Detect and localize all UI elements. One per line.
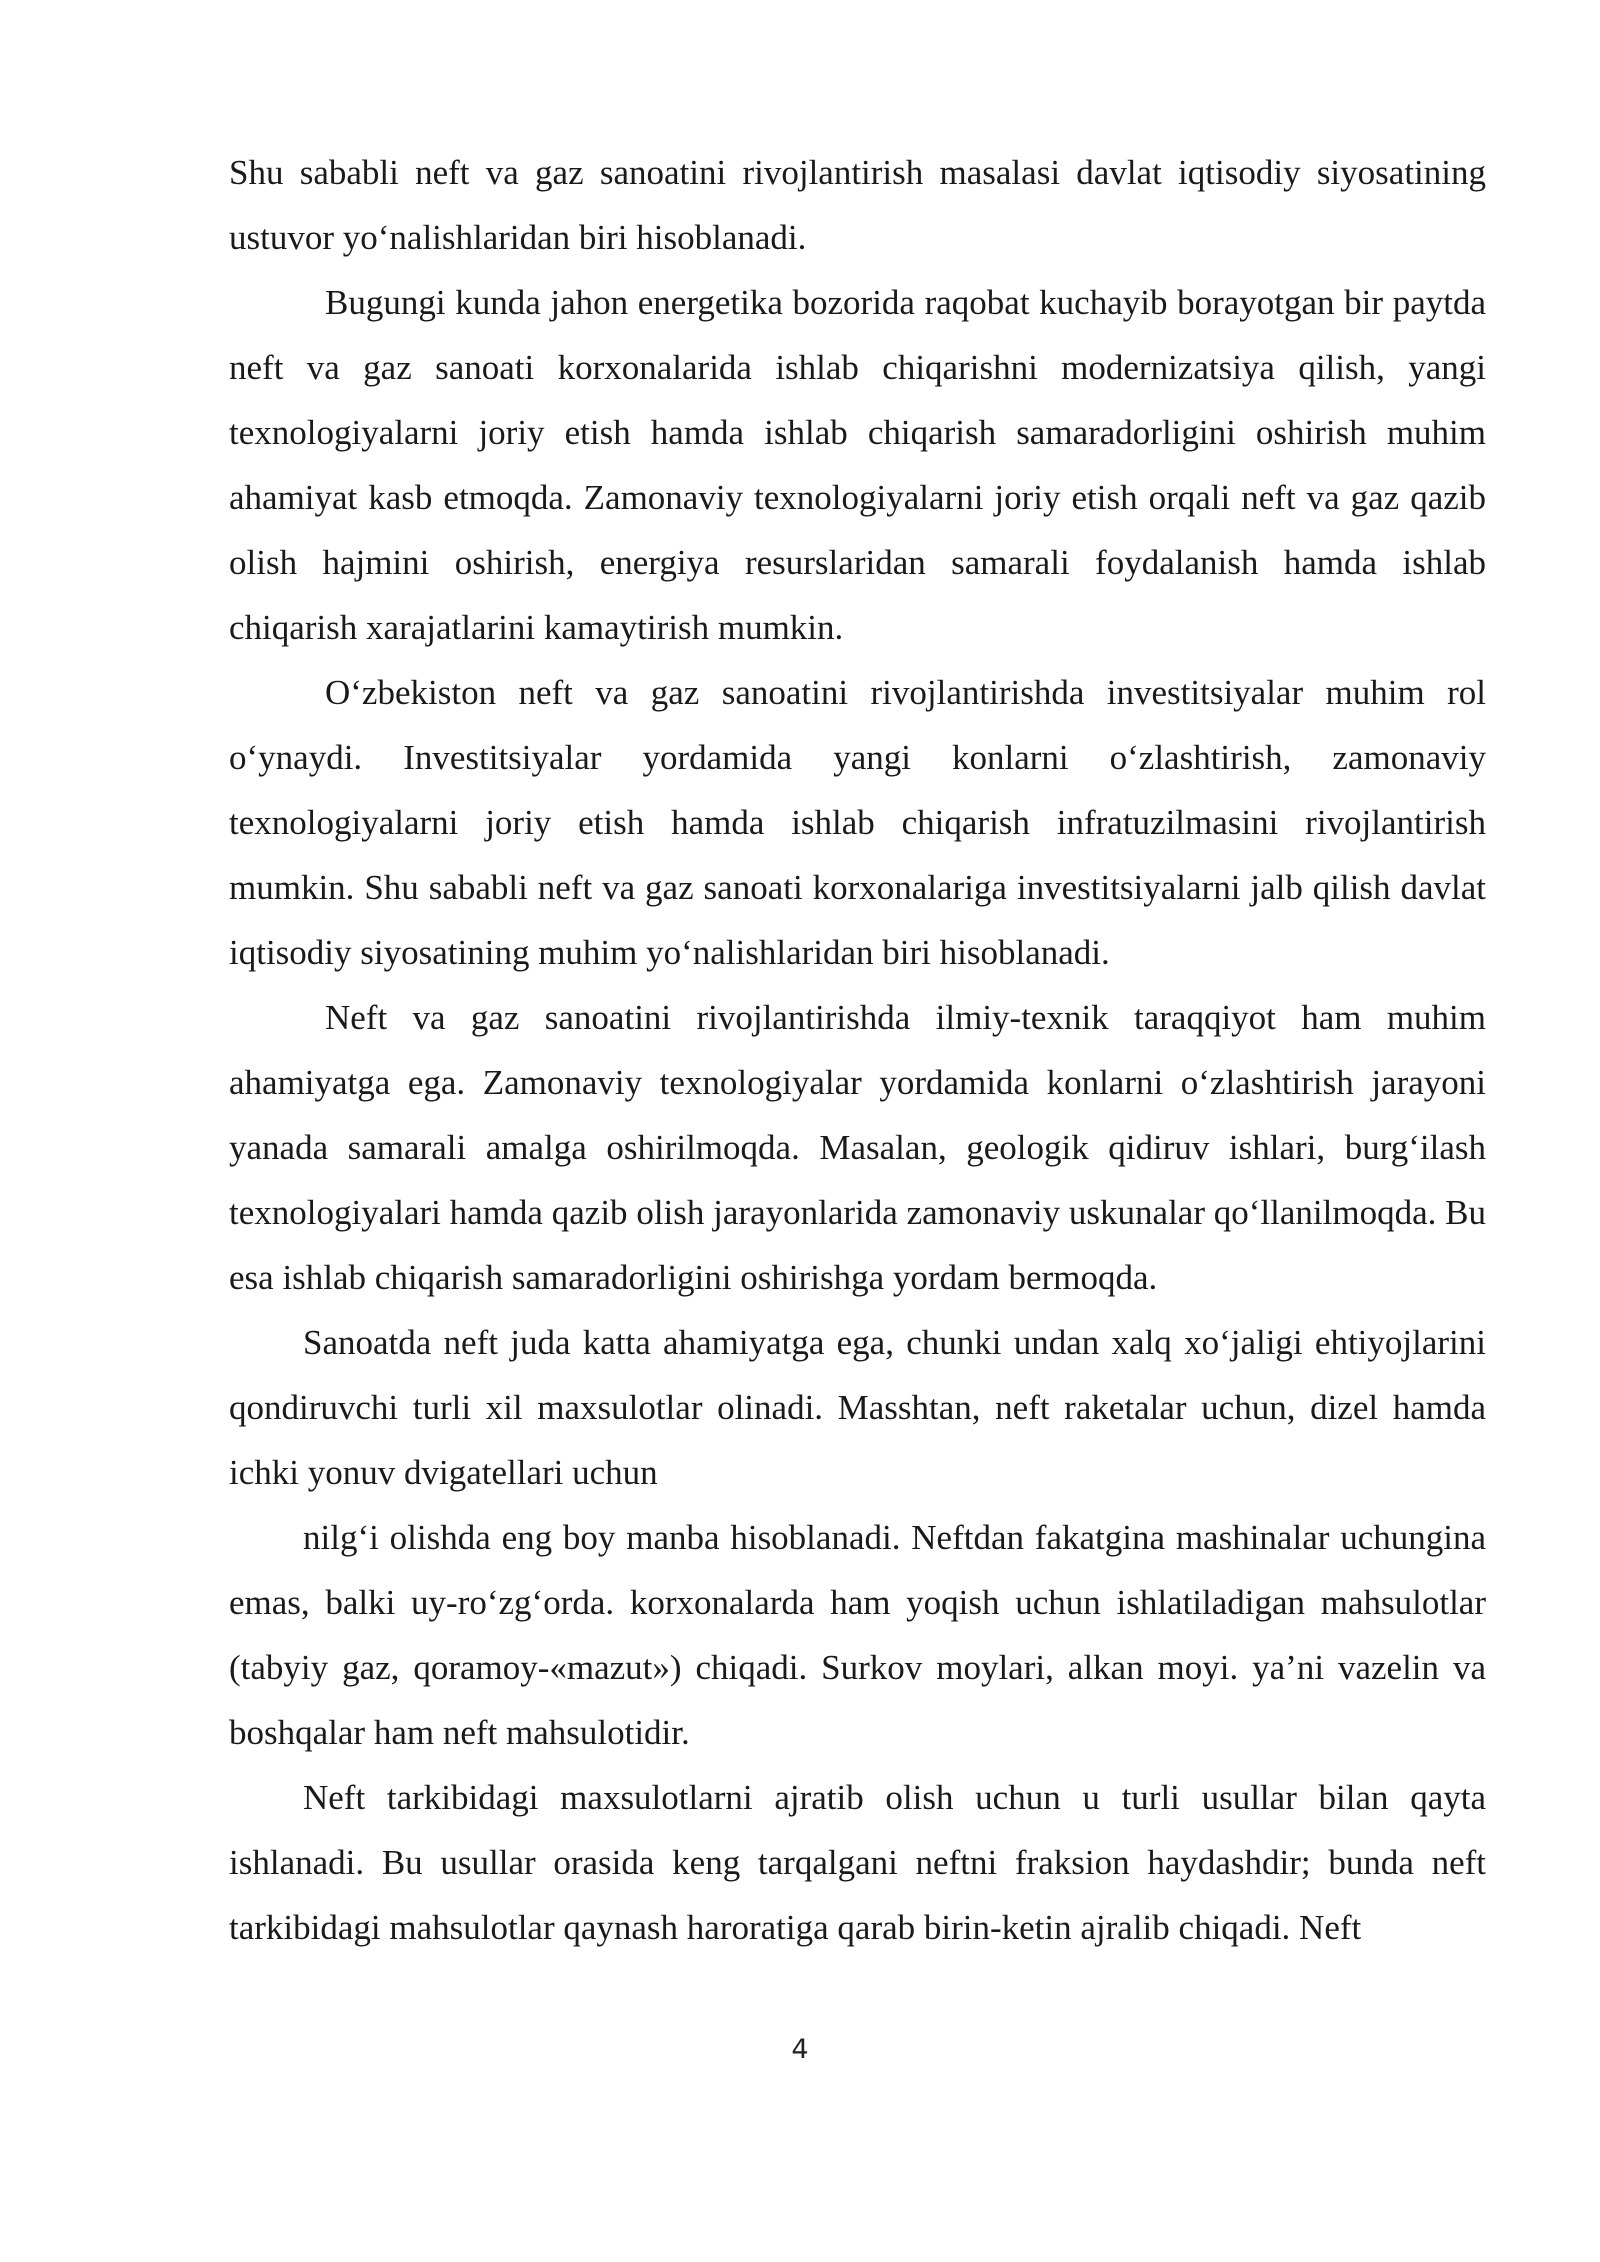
paragraph-5: Sanoatda neft juda katta ahamiyatga ega, chunki undan xalq xo‘jaligi ehtiyojlarini qondiruvchi turli xil maxsulotlar olinadi. Masshtan, neft raketalar uchun, dizel hamda ichki yonuv dvigatellari uchun — [229, 1323, 1486, 1492]
paragraph-4: Neft va gaz sanoatini rivojlantirishda ilmiy-texnik taraqqiyot ham muhim ahamiyatga ega. Zamonaviy texnologiyalar yordamida konlarni o‘zlashtirish jarayoni yanada samarali amalga oshirilmoqda. Masalan, geologik qidiruv ishlari, burg‘ilash texnologiyalari hamda qazib olish jarayonlarida zamonaviy uskunalar qo‘llanilmoqda. Bu esa ishlab chiqarish samaradorligini oshirishga yordam bermoqda. — [229, 998, 1486, 1297]
paragraph-6: nilg‘i olishda eng boy manba hisoblanadi. Neftdan fakatgina mashinalar uchungina emas, balki uy-ro‘zg‘orda. korxonalarda ham yoqish uchun ishlatiladigan mahsulotlar (tabyiy gaz, qoramoy-«mazut») chiqadi. Surkov moylari, alkan moyi. ya’ni vazelin va boshqalar ham neft mahsulotidir. — [229, 1518, 1486, 1752]
document-body — [229, 140, 1486, 1960]
paragraph-2: Bugungi kunda jahon energetika bozorida raqobat kuchayib borayotgan bir paytda neft va gaz sanoati korxonalarida ishlab chiqarishni modernizatsiya qilish, yangi texnologiyalarni joriy etish hamda ishlab chiqarish samaradorligini oshirish muhim ahamiyat kasb etmoqda. Zamonaviy texnologiyalarni joriy etish orqali neft va gaz qazib olish hajmini oshirish, energiya resurslaridan samarali foydalanish hamda ishlab chiqarish xarajatlarini kamaytirish mumkin. — [229, 283, 1486, 647]
page-number: 4 — [791, 2034, 809, 2065]
paragraph-7: Neft tarkibidagi maxsulotlarni ajratib olish uchun u turli usullar bilan qayta ishlanadi. Bu usullar orasida keng tarqalgani neftni fraksion haydashdir; bunda neft tarkibidagi mahsulotlar qaynash haroratiga qarab birin-ketin ajralib chiqadi. Neft — [229, 1778, 1486, 1947]
paragraph-1: Shu sababli neft va gaz sanoatini rivojlantirish masalasi davlat iqtisodiy siyosatining ustuvor yo‘nalishlaridan biri hisoblanadi. — [229, 153, 1486, 257]
paragraph-3: O‘zbekiston neft va gaz sanoatini rivojlantirishda investitsiyalar muhim rol o‘ynaydi. Investitsiyalar yordamida yangi konlarni o‘zlashtirish, zamonaviy texnologiyalarni joriy etish hamda ishlab chiqarish infratuzilmasini rivojlantirish mumkin. Shu sababli neft va gaz sanoati korxonalariga investitsiyalarni jalb qilish davlat iqtisodiy siyosatining muhim yo‘nalishlaridan biri hisoblanadi. — [229, 673, 1486, 972]
